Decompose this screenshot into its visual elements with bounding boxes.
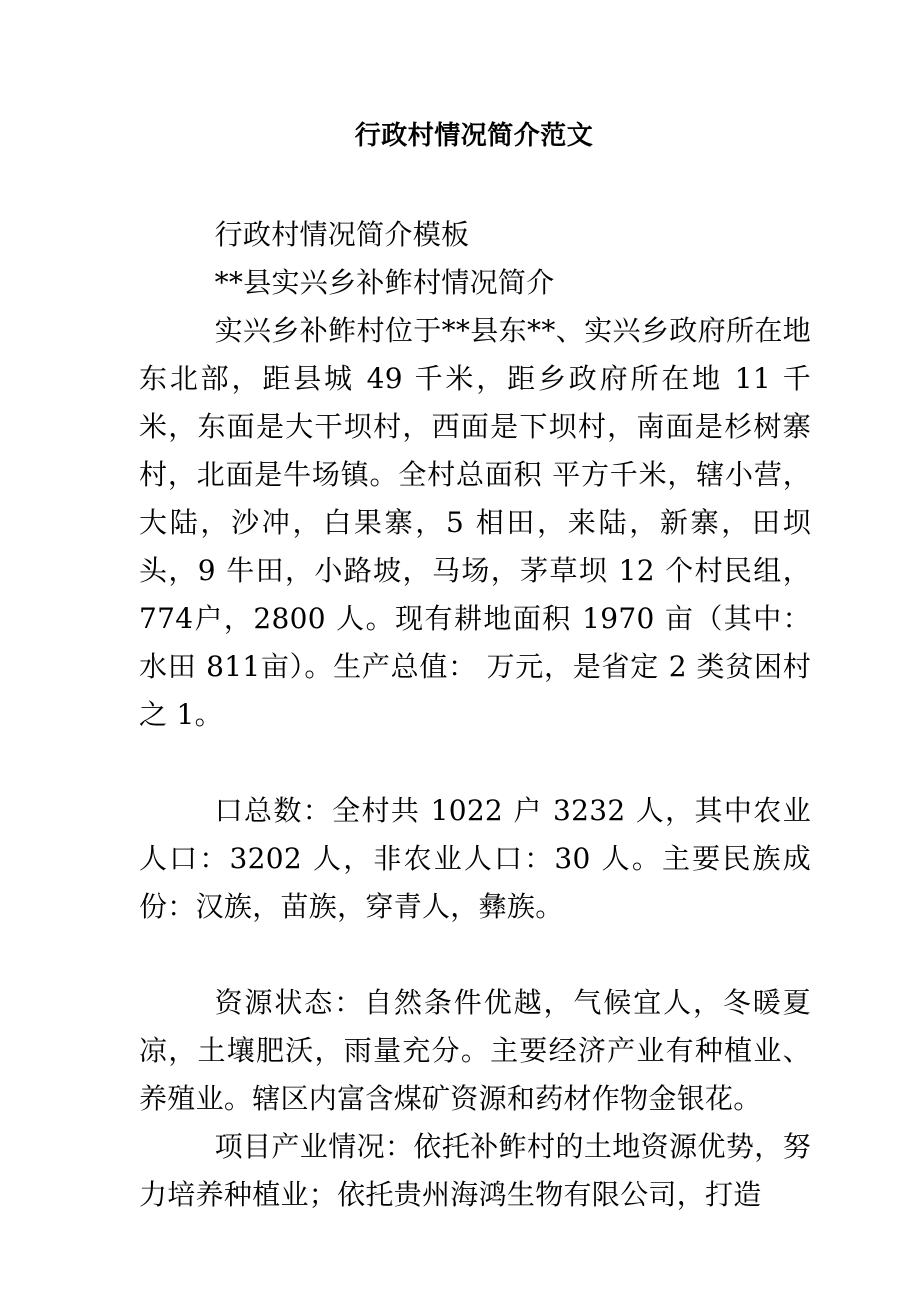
- paragraph-population: 口总数：全村共 1022 户 3232 人，其中农业人口：3202 人，非农业人口：30 人。主要民族成份：汉族，苗族，穿青人，彝族。: [139, 794, 811, 923]
- paragraph-gap: [139, 739, 811, 787]
- document-subtitle: 行政村情况简介模板: [214, 218, 470, 251]
- document-body: [139, 211, 811, 1219]
- document-title: 行政村情况简介范文: [354, 121, 594, 151]
- paragraph-industry: 项目产业情况：依托补鲊村的土地资源优势，努力培养种植业；依托贵州海鸿生物有限公司，打造: [139, 1130, 811, 1211]
- paragraph-resources: 资源状态：自然条件优越，气候宜人，冬暖夏凉，土壤肥沃，雨量充分。主要经济产业有种植业、养殖业。辖区内富含煤矿资源和药材作物金银花。: [139, 986, 811, 1115]
- paragraph-location: 实兴乡补鲊村位于**县东**、实兴乡政府所在地东北部，距县城 49 千米，距乡政府所在地 11 千米，东面是大干坝村，西面是下坝村，南面是杉树寨村，北面是牛场镇。全村总面积 平方千米，辖小营，大陆，沙冲，白果寨，5 相田，来陆，新寨，田坝头，9 牛田，小路坡，马场，茅草坝 12 个村民组，774户，2800 人。现有耕地面积 1970 亩（其中：水田 811亩）。生产总值： 万元，是省定 2 类贫困村之 1。: [139, 314, 811, 731]
- document-heading: **县实兴乡补鲊村情况简介: [214, 266, 555, 299]
- paragraph-gap: [139, 931, 811, 979]
